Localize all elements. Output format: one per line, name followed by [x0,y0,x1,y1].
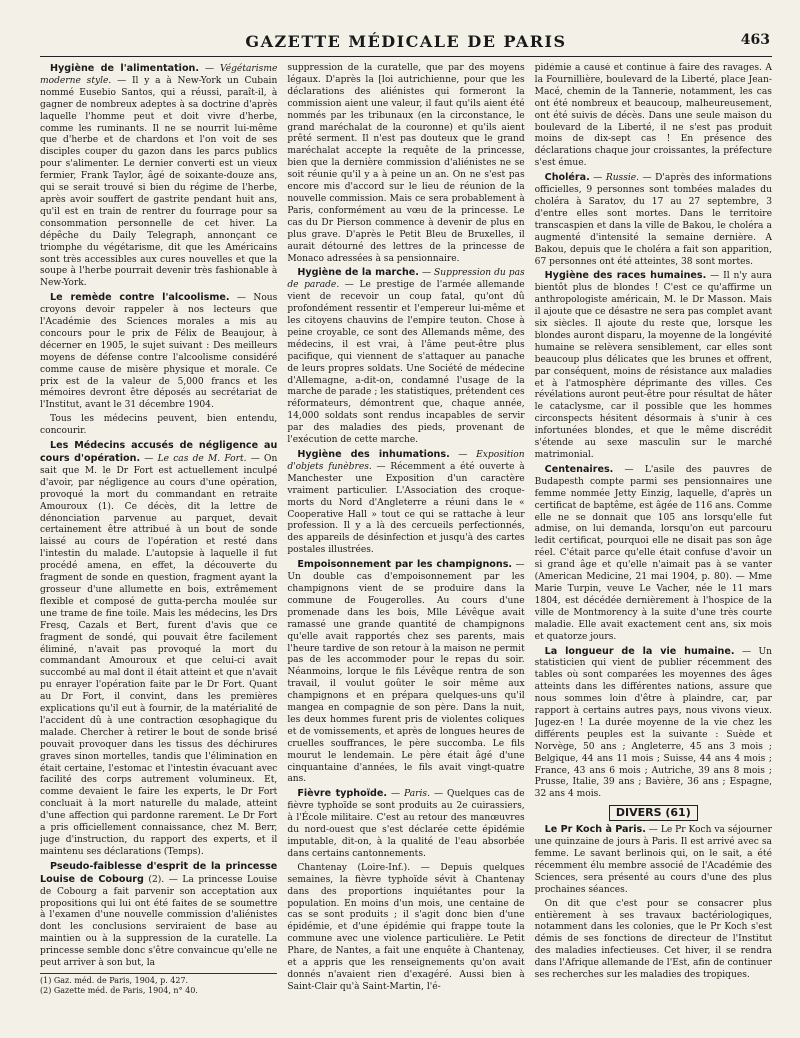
article-body: Quelques cas de fièvre typhoïde se sont produits au 2e cuirassiers, à l'École militaire. C'est au retour des manœuvres du nord-ouest que s'est déclarée cette épidémie imputable, dit-on, à la qualité de l'eau absorbée dans certains cantonnements. [287,789,525,859]
footnote: (2) Gazette méd. de Paris, 1904, n° 40. [40,985,198,995]
article-subheading: Russie. [605,173,640,184]
article-heading: Centenaires. [544,463,614,475]
article-heading: Fièvre typhoïde. [297,788,388,800]
article-body: (2). — La princesse Louise de Cobourg a fait parvenir son acceptation aux propositions qui lui ont été faites de se soumettre à l'examen d'une nouvelle commission d'aliénistes dont les conclusions serviraient de base au maintien ou à la suppression de la curatelle. La princesse semble donc s'être convaincue qu'elle ne peut arriver à son but, la [40,874,278,969]
article-races-humaines: Hygiène des races humaines. — Il n'y aura bientôt plus de blondes ! C'est ce qu'affirme un anthropologiste américain, M. le Dr Masson. Mais il ajoute que ce désastre ne sera pas complet avant six siècles. Il ajoute du reste que, lorsque les blondes auront disparu, la moyenne de la longévité humaine se relèvera sensiblement, car elles sont beaucoup plus délicates que les brunes et offrent, par conséquent, moins de résistance aux maladies et à l'atmosphère déprimante des villes. Ces révélations auront peut-être pour résultat de hâter le cataclysme, car il possible que les hommes circonspects hésitent désormais à s'unir à ces infortunées blondes, et que le même discrédit s'étende au sexe masculin sur le marché matrimonial. [534,270,772,460]
article-body: Le Pr Koch va séjourner une quinzaine de jours à Paris. Il est arrivé avec sa femme. Le savant berlinois qui, on le sait, a été récemment élu membre associé de l'Académie des Sciences, sera présenté au cours d'une des plus prochaines séances. [534,825,772,895]
article-heading: Les Médecins accusés de négligence au cours d'opération. [40,440,278,464]
article-body: Récemment a été ouverte à Manchester une Exposition d'un caractère vraiment particulier. L'Association des croque-morts du Nord d'Angleterre a réuni dans le « Cooperative Hall » tout ce qui se rattache à leur profession. Il y a là des cercueils perfectionnés, des appareils de désinfection et jusqu'à des cartes postales illustrées. [287,461,525,556]
page-header [40,30,772,57]
article-marche: Hygiène de la marche. — Suppression du pas de parade. — Le prestige de l'armée allemande vient de recevoir un coup fatal, qu'ont dû profondément ressentir et l'empereur lui-même et les citoyens chauvins de l'empire teuton. Chose à peine croyable, ce sont des Allemands même, des médecins, il est vrai, à l'âme peut-être plus pacifique, qui viennent de s'attaquer au panache de leurs propres soldats. Une Société de médecine d'Allemagne, a-dit-on, condamné l'usage de la marche de parade ; les statistiques, prétendent ces réformateurs, démontrent que, chaque année, 14,000 soldats sont rendus incapables de servir par des maladies des pieds, provenant de l'exécution de cette marche. [287,267,525,446]
article-continuation: pidémie a causé et continue à faire des ravages. A la Fournillière, boulevard de la Liberté, place Jean-Macé, chemin de la Tannerie, notamment, les cas ont été nombreux et beaucoup, malheureusement, ont été suivis de décès. Dans une seule maison du boulevard de la Liberté, il ne s'est pas produit moins de dix-sept cas ! En présence des déclarations chaque jour croissantes, la préfecture s'est émue. [534,63,772,169]
article-body: L'asile des pauvres de Budapesth compte parmi ses pensionnaires une femme nommée Jetty Einzig, laquelle, d'après un certificat de baptême, est âgée de 116 ans. Comme elle ne se donnait que 105 ans lorsqu'elle fut admise, on lui demanda, lorsqu'on eut parcouru ledit certificat, pourquoi elle ne disait pas son âge réel. C'était parce qu'elle était confuse d'avoir un si grand âge et qu'elle n'aimait pas à se vanter (American Medicine, 21 mai 1904, p. 80). — Mme Marie Turpin, veuve Le Vacher, née le 11 mars 1804, est décédée dernièrement à l'hospice de la ville de Montmorency à la suite d'une très courte maladie. Elle avait exactement cent ans, six mois et quatorze jours. [534,464,772,642]
journal-title: GAZETTE MÉDICALE DE PARIS [245,32,567,51]
article-heading: La longueur de la vie humaine. [544,645,735,657]
article-subheading: Suppression du pas de parade. [287,268,525,291]
section-divers [535,805,772,821]
article-inhumations: Hygiène des inhumations. — Exposition d'objets funèbres. — Récemment a été ouverte à Manchester une Exposition d'un caractère vraiment particulier. L'Association des croque-morts du Nord d'Angleterre a réuni dans le « Cooperative Hall » tout ce qui se rattache à leur profession. Il y a là des cercueils perfectionnés, des appareils de désinfection et jusqu'à des cartes postales illustrées. [287,449,525,556]
article-paragraph: Tous les médecins peuvent, bien entendu, concourir. [40,414,278,437]
article-subheading: Le cas de M. Fort. [157,454,247,464]
article-subheading: Végétarisme moderne style. [40,64,278,86]
article-heading: Le remède contre l'alcoolisme. [50,292,230,304]
article-body: Le prestige de l'armée allemande vient de recevoir un coup fatal, qu'ont dû profondément ressentir et l'empereur lui-même et les citoyens chauvins de l'empire teuton. Chose à peine croyable, ce sont des Allemands même, des médecins, il est vrai, à l'âme peut-être plus pacifique, qui viennent de s'attaquer au panache de leurs propres soldats. Une Société de médecine d'Allemagne, a-dit-on, condamné l'usage de la marche de parade ; les statistiques, prétendent ces réformateurs, démontrent que, chaque année, 14,000 soldats sont rendus incapables de servir par des maladies des pieds, provenant de l'exécution de cette marche. [287,280,525,446]
article-subheading: Exposition d'objets funèbres. [287,450,525,472]
article-alcoolisme: Le remède contre l'alcoolisme. — Nous croyons devoir rappeler à nos lecteurs que l'Académie des Sciences morales a mis au concours pour le prix de Félix de Beaujour, à décerner en 1905, le sujet suivant : Des meilleurs moyens de défense contre l'alcoolisme considéré comme cause de misère physique et morale. Ce prix est de la valeur de 5,000 francs et les mémoires devront être déposés au secrétariat de l'Institut, avant le 31 décembre 1904. [40,292,278,411]
article-body: Un double cas d'empoisonnement par les champignons vient de se produire dans la commune de Fougerolles. Au cours d'une promenade dans les bois, Mlle Lévêque avait ramassé une grande quantité de champignons qu'elle avait rapportés chez ses parents, mais l'heure tardive de son retour à la maison ne permit pas de les accommoder pour le repas du soir. Néanmoins, lorque le fils Lévêque rentra de son travail, il voulut goûter le soir même aux champignons et en prépara quelques-uns qu'il mangea en compagnie de son père. Dans la nuit, les deux hommes furent pris de violentes coliques et de vomissements, et après de longues heures de cruelles souffrances, le père succomba. Le fils mourut le lendemain. Le père était âgé d'une cinquantaine d'années, le fils avait vingt-quatre ans. [287,572,525,785]
article-paragraph: Chantenay (Loire-Inf.). — Depuis quelques semaines, la fièvre typhoïde sévit à Chantenay dans des proportions inquiétantes pour la population. En moins d'un mois, une centaine de cas se sont produits ; il s'agit donc bien d'une épidémie, et d'une épidémie qui frappe toute la commune avec une violence particulière. Le Petit Phare, de Nantes, a fait une enquête à Chantenay, et a appris que les renseignements qu'on avait donnés n'avaient rien d'exagéré. Aussi bien à Saint-Clair qu'à Saint-Martin, l'é- [287,862,525,992]
article-heading: Hygiène de la marche. [297,267,419,279]
article-alimentation: Hygiène de l'alimentation. — Végétarisme moderne style. — Il y a à New-York un Cubain nommé Eusebio Santos, qui a réussi, paraît-il, à gagner de nombreux adeptes à sa doctrine d'après laquelle l'homme peut et doit vivre d'herbe, comme les ruminants. Il ne se nourrit lui-même que d'herbe et de chardons et l'on voit de ses disciples couper du gazon dans les parcs publics pour s'alimenter. Le dernier converti est un vieux fermier, Frank Taylor, âgé de soixante-douze ans, qui se serait trouvé si bien du régime de l'herbe, après avoir souffert de gastrite pendant huit ans, qu'il est en train de rentrer du fourrage pour sa consommation personnelle de cet hiver. La dépêche du Daily Telegraph, annonçant ce triomphe du végétarisme, dit que les Américains sont très accessibles aux cures nouvelles et que la soupe à l'herbe pourrait devenir très fashionable à New-York. [40,63,278,289]
article-body: Il y a à New-York un Cubain nommé Eusebio Santos, qui a réussi, paraît-il, à gagner de nombreux adeptes à sa doctrine d'après laquelle l'homme peut et doit vivre d'herbe, comme les ruminants. Il ne se nourrit lui-même que d'herbe et de chardons et l'on voit de ses disciples couper du gazon dans les parcs publics pour s'alimenter. Le dernier converti est un vieux fermier, Frank Taylor, âgé de soixante-douze ans, qui se serait trouvé si bien du régime de l'herbe, après avoir souffert de gastrite pendant huit ans, qu'il est en train de rentrer du fourrage pour sa consommation personnelle de cet hiver. La dépêche du Daily Telegraph, annonçant ce triomphe du végétarisme, dit que les Américains sont très accessibles aux cures nouvelles et que la soupe à l'herbe pourrait devenir très fashionable à New-York. [40,75,278,289]
article-heading: Choléra. [544,172,590,184]
article-heading: Pseudo-faiblesse d'esprit de la princesse Louise de Cobourg [40,860,278,885]
article-princesse [40,861,277,970]
footnote: (1) Gaz. méd. de Paris, 1904, p. 427. [40,975,189,985]
article-body: On sait que M. le Dr Fort est actuellement inculpé d'avoir, par négligence au cours d'une opération, provoqué la mort du commandant en retraite Amouroux (1). Ce décès, dit la lettre de dénonciation parvenue au parquet, devait certainement être attribué à un bout de sonde laissé au cours de l'opération et resté dans l'intestin du malade. L'autopsie à laquelle il fut procédé amena, en effet, la découverte du fragment de sonde en question, fragment ayant la grosseur d'une allumette en bois, extrêmement flexible et composé de gutta-percha moulée sur une trame de fine toile. Mais les médecins, les Drs Fresq, Cazals et Bert, furent d'avis que ce fragment de sondé, qui pouvait être facilement éliminé, n'avait pas provoqué la mort du commandant Amouroux et que celui-ci avait succombé au mal dont il était atteint et que n'avait pu enrayer l'opération faite par le Dr Fort. Quant au Dr Fort, il convint, dans les premières explications qu'il eut à fournir, de la matérialité de l'accident dû à une contraction œsophagique du malade. Chercher à retirer le bout de sonde brisé pouvait provoquer dans les tissus des déchirures graves sinon mortelles, tandis que l'élimination en était certaine, l'estomac et l'intestin évacuant avec facilité des corps autrement volumineux. Et, comme devaient le faire les experts, le Dr Fort concluait à la mort naturelle du malade, atteint d'une affection qui pardonne rarement. Le Dr Fort a pris officiellement connaissance, chez M. Berr, juge d'instruction, du rapport des experts, et il maintenu ses déclarations (Temps). [40,454,278,857]
page-number: 463 [740,32,770,48]
article-heading: Hygiène des races humaines. [544,270,707,282]
column-3 [535,63,772,1038]
article-cholera: Choléra. — Russie. — D'après des informations officielles, 9 personnes sont tombées malades du choléra à Saratov, du 17 au 27 septembre, 3 d'entre elles sont mortes. Dans le territoire transcaspien et dans la ville de Bakou, le choléra a augmenté d'intensité la semaine dernière. A Bakou, depuis que le choléra a fait son apparition, 67 personnes ont été atteintes, 38 sont mortes. [534,172,772,267]
article-centenaires: Centenaires. — L'asile des pauvres de Budapesth compte parmi ses pensionnaires une femme nommée Jetty Einzig, laquelle, d'après un certificat de baptême, est âgée de 116 ans. Comme elle ne se donnait que 105 ans lorsqu'elle fut admise, on lui demanda, lorsqu'on eut parcouru ledit certificat, pourquoi elle ne disait pas son âge réel. C'était parce qu'elle était confuse d'avoir un si grand âge et qu'elle n'aimait pas à se vanter (American Medicine, 21 mai 1904, p. 80). — Mme Marie Turpin, veuve Le Vacher, née le 11 mars 1804, est décédée dernièrement à l'hospice de la ville de Montmorency à la suite d'une très courte maladie. Elle avait exactement cent ans, six mois et quatorze jours. [534,463,772,642]
article-subheading: Paris. [404,789,430,800]
article-fievre-typhoide: Fièvre typhoïde. — Paris. — Quelques cas de fièvre typhoïde se sont produits au 2e cuirassiers, à l'École militaire. C'est au retour des manœuvres du nord-ouest que s'est déclarée cette épidémie imputable, dit-on, à la qualité de l'eau absorbée dans certains cantonnements. [287,788,525,859]
article-champignons: Empoisonnement par les champignons. — Un double cas d'empoisonnement par les champignons vient de se produire dans la commune de Fougerolles. Au cours d'une promenade dans les bois, Mlle Lévêque avait ramassé une grande quantité de champignons qu'elle avait rapportés chez ses parents, mais l'heure tardive de son retour à la maison ne permit pas de les accommoder pour le repas du soir. Néanmoins, lorque le fils Lévêque rentra de son travail, il voulut goûter le soir même aux champignons et en prépara quelques-uns qu'il mangea en compagnie de son père. Dans la nuit, les deux hommes furent pris de violentes coliques et de vomissements, et après de longues heures de cruelles souffrances, le père succomba. Le fils mourut le lendemain. Le père était âgé d'une cinquantaine d'années, le fils avait vingt-quatre ans. [287,559,525,785]
column-1 [40,63,277,1038]
article-body: D'après des informations officielles, 9 personnes sont tombées malades du choléra à Saratov, du 17 au 27 septembre, 3 d'entre elles sont mortes. Dans le territoire transcaspien et dans la ville de Bakou, le choléra a augmenté d'intensité la semaine dernière. A Bakou, depuis que le choléra a fait son apparition, 67 personnes ont été atteintes, 38 sont mortes. [534,173,772,267]
article-body: Nous croyons devoir rappeler à nos lecteurs que l'Académie des Sciences morales a mis au concours pour le prix de Félix de Beaujour, à décerner en 1905, le sujet suivant : Des meilleurs moyens de défense contre l'alcoolisme considéré comme cause de misère physique et morale. Ce prix est de la valeur de 5,000 francs et les mémoires devront être déposés au secrétariat de l'Institut, avant le 31 décembre 1904. [40,293,278,411]
divers-heading: DIVERS (61) [609,805,698,821]
article-continuation: suppression de la curatelle, que par des moyens légaux. D'après la [loi autrichienne, pour que les déclarations des aliénistes qui formeront la commission aient une valeur, il faut qu'ils aient été nommés par les tribunaux (en la circonstance, le grand maréchalat de la couronne) et qu'ils aient prêté serment. Il n'est pas douteux que le grand maréchalat accepte la requête de la princesse, bien que la dernière commission d'aliénistes ne se soit réunie qu'il y a à peine un an. On ne s'est pas encore mis d'accord sur le lieu de réunion de la nouvelle commission. Mais ce sera probablement à Paris, conformément au vœu de la princesse. Le cas du Dr Pierson commence à devenir de plus en plus grave. D'après le Petit Bleu de Bruxelles, il aurait détourné des lettres de la princesse de Monaco adressées à sa pensionnaire. [287,63,525,264]
article-heading: Hygiène des inhumations. [297,449,450,460]
column-2 [287,63,524,1038]
article-paragraph: On dit que c'est pour se consacrer plus entièrement à ses travaux bactériologiques, notamment dans les colonies, que le Pr Koch s'est démis de ses fonctions de directeur de l'Institut des maladies infectieuses. Cet hiver, il se rendra dans l'Afrique allemande de l'Est, afin de continuer ses recherches sur les maladies des tropiques. [534,898,772,981]
article-medecins-accuses: Les Médecins accusés de négligence au cours d'opération. — Le cas de M. Fort. — On sait que M. le Dr Fort est actuellement inculpé d'avoir, par négligence au cours d'une opération, provoqué la mort du commandant en retraite Amouroux (1). Ce décès, dit la lettre de dénonciation parvenue au parquet, devait certainement être attribué à un bout de sonde laissé au cours de l'opération et resté dans l'intestin du malade. L'autopsie à laquelle il fut procédé amena, en effet, la découverte du fragment de sonde en question, fragment ayant la grosseur d'une allumette en bois, extrêmement flexible et composé de gutta-percha moulée sur une trame de fine toile. Mais les médecins, les Drs Fresq, Cazals et Bert, furent d'avis que ce fragment de sondé, qui pouvait être facilement éliminé, n'avait pas provoqué la mort du commandant Amouroux et que celui-ci avait succombé au mal dont il était atteint et que n'avait pu enrayer l'opération faite par le Dr Fort. Quant au Dr Fort, il convint, dans les premières explications qu'il eut à fournir, de la matérialité de l'accident dû à une contraction œsophagique du malade. Chercher à retirer le bout de sonde brisé pouvait provoquer dans les tissus des déchirures graves sinon mortelles, tandis que l'élimination en était certaine, l'estomac et l'intestin évacuant avec facilité des corps autrement volumineux. Et, comme devaient le faire les experts, le Dr Fort concluait à la mort naturelle du malade, atteint d'une affection qui pardonne rarement. Le Dr Fort a pris officiellement connaissance, chez M. Berr, juge d'instruction, du rapport des experts, et il maintenu ses déclarations (Temps). [40,440,278,857]
article-heading: Empoisonnement par les champignons. [297,559,513,571]
article-body: Un statisticien qui vient de publier récemment des tables où sont comparées les moyennes des âges atteints dans les différentes nations, assure que nous sommes loin d'être à plaindre, car, par rapport à certains autres pays, nous vivons vieux. Jugez-en ! La durée moyenne de la vie chez les différents peuples est la suivante : Suède et Norvège, 50 ans ; Angleterre, 45 ans 3 mois ; Belgique, 44 ans 11 mois ; Suisse, 44 ans 4 mois ; France, 43 ans 6 mois ; Autriche, 39 ans 8 mois ; Prusse, Italie, 39 ans ; Bavière, 36 ans ; Espagne, 32 ans 4 mois. [534,646,772,800]
article-body: Il n'y aura bientôt plus de blondes ! C'est ce qu'affirme un anthropologiste américain, M. le Dr Masson. Mais il ajoute que ce désastre ne sera pas complet avant six siècles. Il ajoute du reste que, lorsque les blondes auront disparu, la moyenne de la longévité humaine se relèvera sensiblement, car elles sont beaucoup plus délicates que les brunes et offrent, par conséquent, moins de résistance aux maladies et à l'atmosphère déprimante des villes. Ces révélations auront peut-être pour résultat de hâter le cataclysme, car il possible que les hommes circonspects hésitent désormais à s'unir à ces infortunées blondes, et que le même discrédit s'étende au sexe masculin sur le marché matrimonial. [534,271,772,460]
article-longueur-vie: La longueur de la vie humaine. — Un statisticien qui vient de publier récemment des tables où sont comparées les moyennes des âges atteints dans les différentes nations, assure que nous sommes loin d'être à plaindre, car, par rapport à certains autres pays, nous vivons vieux. Jugez-en ! La durée moyenne de la vie chez les différents peuples est la suivante : Suède et Norvège, 50 ans ; Angleterre, 45 ans 3 mois ; Belgique, 44 ans 11 mois ; Suisse, 44 ans 4 mois ; France, 43 ans 6 mois ; Autriche, 39 ans 8 mois ; Prusse, Italie, 39 ans ; Bavière, 36 ans ; Espagne, 32 ans 4 mois. [534,645,772,800]
article-koch: Le Pr Koch à Paris. — Le Pr Koch va séjourner une quinzaine de jours à Paris. Il est arrivé avec sa femme. Le savant berlinois qui, on le sait, a été récemment élu membre associé de l'Académie des Sciences, sera présenté au cours d'une des plus prochaines séances. [534,824,772,895]
article-heading: Le Pr Koch à Paris. [544,824,646,836]
article-heading: Hygiène de l'alimentation. [50,63,200,74]
footnotes [40,973,277,996]
